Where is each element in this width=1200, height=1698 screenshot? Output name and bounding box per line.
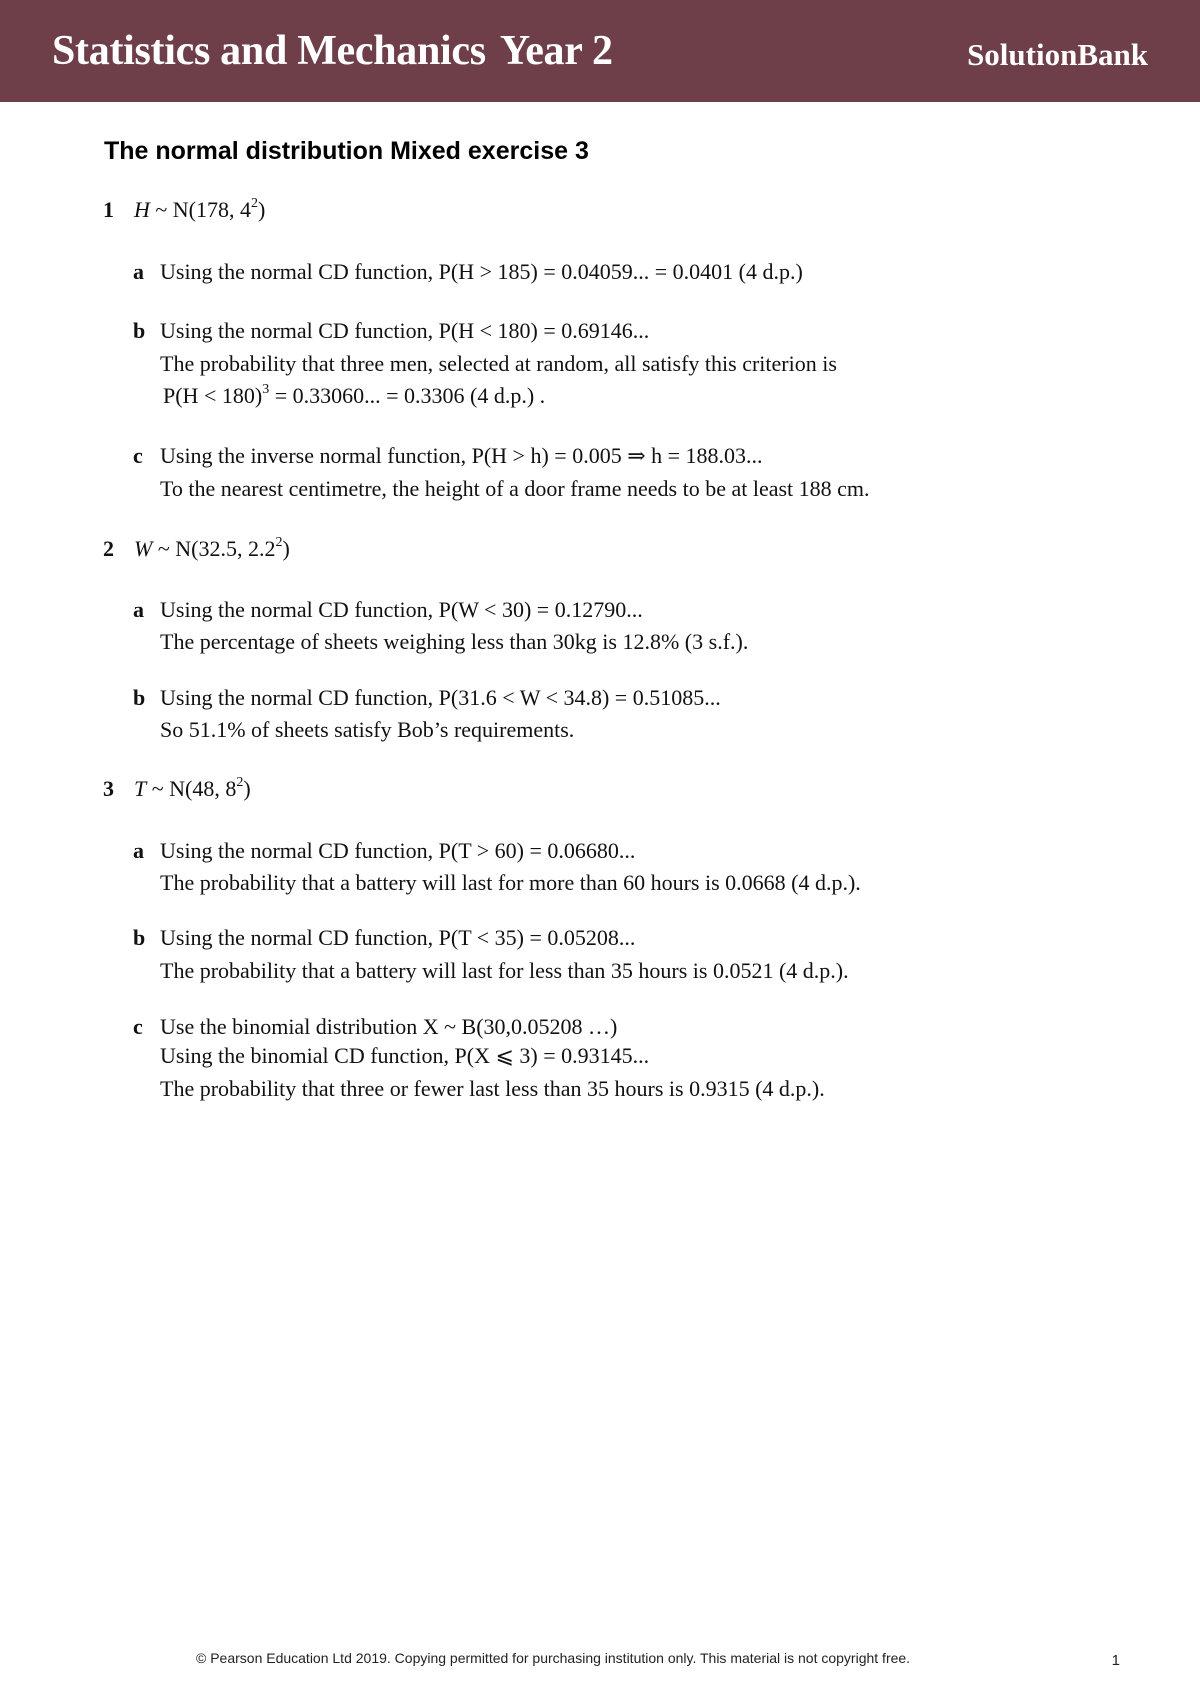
q2-part-b-line-2: So 51.1% of sheets satisfy Bob’s requirements. — [160, 717, 575, 742]
header-brand: SolutionBank — [967, 37, 1148, 72]
q3-part-b-line-1: Using the normal CD function, P(T < 35) = 0.05208... — [160, 925, 636, 950]
question-1-number: 1 — [103, 197, 114, 222]
question-2-heading: W ~ N(32.5, $2.2^2$) — [134, 534, 290, 561]
q1-part-c-line-2: To the nearest centimetre, the height of a door frame needs to be at least 188 cm. — [160, 476, 870, 501]
q1-part-b-line-2: The probability that three men, selected at random, all satisfy this criterion is — [160, 351, 837, 376]
q3-part-b-line-2: The probability that a battery will last for less than 35 hours is 0.0521 (4 d.p.). — [160, 958, 849, 983]
q1-part-c-line-1: Using the inverse normal function, P(H > h) = 0.005 ⇒ h = 188.03... — [160, 443, 763, 468]
q1-part-a-label: a — [133, 259, 144, 284]
q3-part-c-label: c — [133, 1014, 143, 1039]
q1-part-b-line-3: P(H < 180)$^3$ = 0.33060... = 0.3306 (4 d.p.) . — [163, 381, 546, 408]
page-title: The normal distribution Mixed exercise 3 — [104, 137, 589, 165]
q3-part-c-line-1: Use the binomial distribution X ~ B(30,0.05208 …) — [160, 1014, 618, 1039]
header-title: Statistics and Mechanics Year 2 — [52, 28, 613, 74]
q3-part-a-label: a — [133, 838, 144, 863]
copyright-footer: © Pearson Education Ltd 2019. Copying permitted for purchasing institution only. This material is not copyright free. — [196, 1650, 911, 1666]
q1-part-b-label: b — [133, 318, 146, 343]
q3-part-a-line-1: Using the normal CD function, P(T > 60) = 0.06680... — [160, 838, 636, 863]
question-1-heading: H ~ N(178, $4^2$) — [134, 195, 266, 222]
q2-part-b-line-1: Using the normal CD function, P(31.6 < W < 34.8) = 0.51085... — [160, 685, 721, 710]
q3-part-b-label: b — [133, 925, 146, 950]
question-3-heading: T ~ N(48, $8^2$) — [134, 774, 251, 801]
q2-part-a-line-1: Using the normal CD function, P(W < 30) = 0.12790... — [160, 597, 643, 622]
q3-part-c-line-3: The probability that three or fewer last less than 35 hours is 0.9315 (4 d.p.). — [160, 1076, 825, 1101]
q2-part-a-label: a — [133, 597, 144, 622]
q2-part-b-label: b — [133, 685, 146, 710]
question-3-number: 3 — [103, 776, 114, 801]
question-2-number: 2 — [103, 536, 114, 561]
q1-part-b-line-1: Using the normal CD function, P(H < 180) = 0.69146... — [160, 318, 650, 343]
page-number: 1 — [1111, 1652, 1120, 1669]
header-banner — [0, 0, 1200, 102]
q3-part-c-line-2: Using the binomial CD function, P(X ⩽ 3) = 0.93145... — [160, 1043, 650, 1068]
q3-part-a-line-2: The probability that a battery will last for more than 60 hours is 0.0668 (4 d.p.). — [160, 870, 861, 895]
q1-part-a-line-1: Using the normal CD function, P(H > 185) = 0.04059... = 0.0401 (4 d.p.) — [160, 259, 803, 284]
q1-part-c-label: c — [133, 443, 143, 468]
header-year: Year 2 — [499, 28, 613, 74]
q2-part-a-line-2: The percentage of sheets weighing less than 30kg is 12.8% (3 s.f.). — [160, 629, 749, 654]
